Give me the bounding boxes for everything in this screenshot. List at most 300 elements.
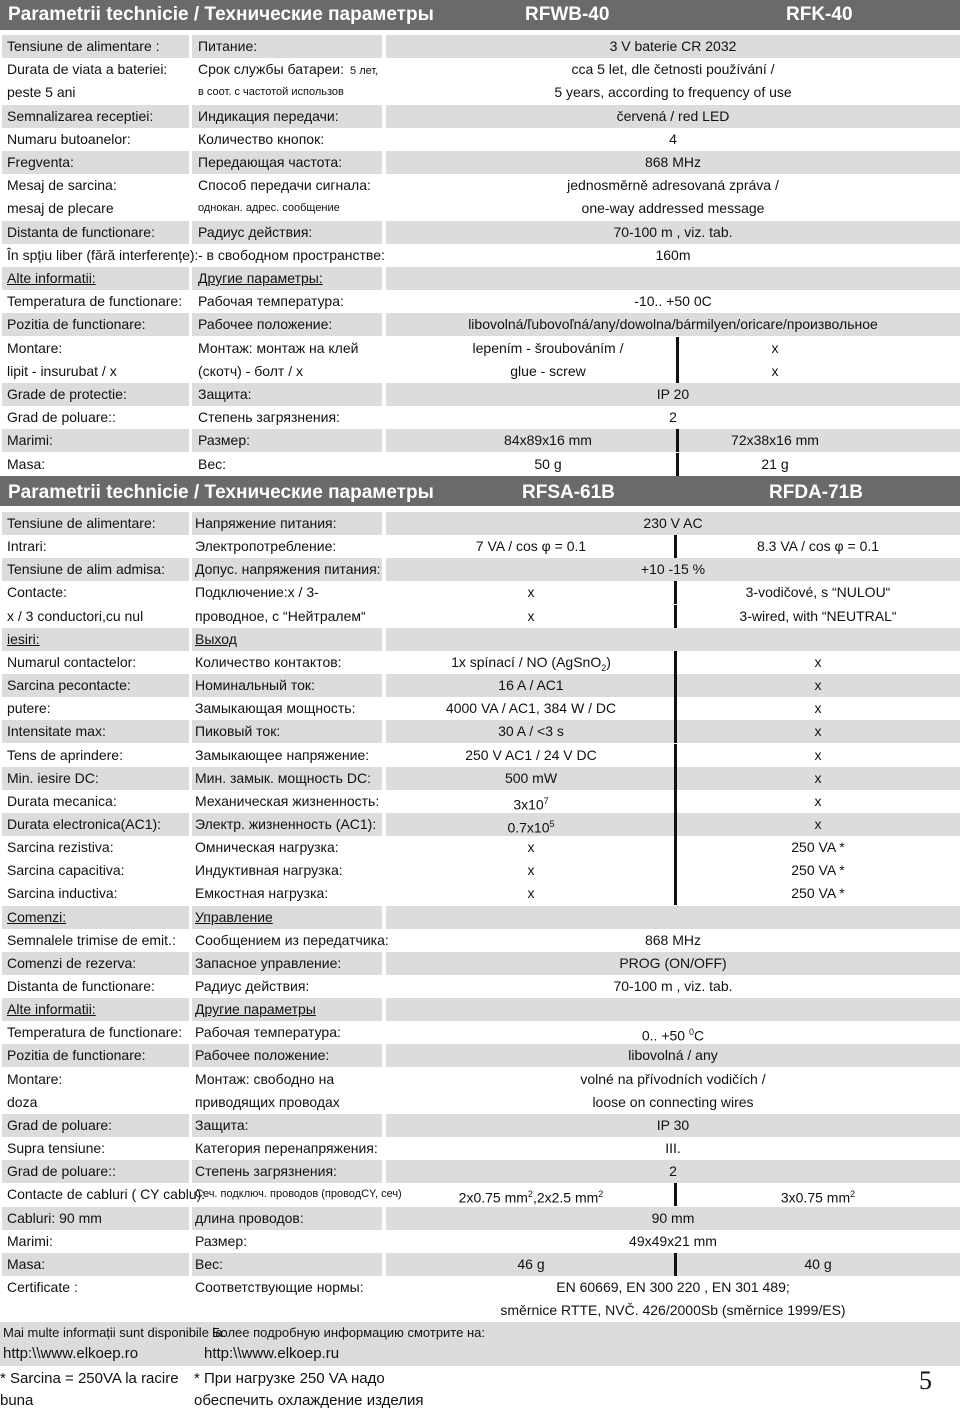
param-label-ro: Marimi: bbox=[7, 1232, 53, 1249]
param-label-ru: Подключение:x / 3- bbox=[195, 584, 319, 601]
param-label-ru: Рабочее положение: bbox=[192, 1044, 382, 1067]
param-label-ro: Montare: bbox=[7, 1070, 63, 1087]
spec-row bbox=[0, 58, 960, 81]
value-text: loose on connecting wires bbox=[592, 1093, 754, 1110]
column-divider bbox=[674, 651, 677, 674]
spec-row bbox=[0, 1230, 960, 1253]
value-model-a bbox=[386, 767, 676, 790]
param-label-ro: Masa: bbox=[7, 455, 46, 472]
spec-row bbox=[0, 221, 960, 244]
value-common: 4 bbox=[669, 130, 677, 147]
value-common: one-way addressed message bbox=[581, 200, 765, 217]
param-label-ro: Grade de protectie: bbox=[2, 383, 189, 406]
param-label-ro: Temperatura de functionare: bbox=[7, 1024, 183, 1041]
param-label-ru: Сообщением из передатчика: bbox=[195, 931, 389, 948]
spec-row bbox=[0, 813, 960, 836]
value-text: 40 g bbox=[804, 1255, 832, 1272]
value-common bbox=[386, 267, 960, 290]
param-label-ru bbox=[192, 1299, 382, 1322]
value-text: x bbox=[814, 723, 822, 740]
spec-row bbox=[0, 383, 960, 406]
spec-row bbox=[0, 512, 960, 535]
param-label-ro: Masa: bbox=[2, 1253, 189, 1276]
param-label-ro: iesiri: bbox=[2, 628, 189, 651]
param-label-ru: Номинальный ток: bbox=[192, 674, 382, 697]
value-model-a: 50 g bbox=[534, 455, 562, 472]
param-label-ro: Sarcina pecontacte: bbox=[2, 674, 189, 697]
param-label-ru bbox=[192, 290, 382, 313]
page-number: 5 bbox=[919, 1366, 932, 1395]
value-text: x bbox=[814, 815, 822, 832]
value-model-b bbox=[676, 674, 960, 697]
model-b-label: RFDA-71B bbox=[769, 482, 863, 503]
param-label-ru: Сеч. подключ. проводов (проводCY, сеч) bbox=[195, 1188, 402, 1201]
param-label-ru: Мин. замык. мощность DC: bbox=[192, 767, 382, 790]
value-model-b bbox=[676, 720, 960, 743]
value-common bbox=[386, 1091, 960, 1114]
spec-row bbox=[0, 674, 960, 697]
value-model-a bbox=[386, 581, 676, 604]
param-label-ru: Количество контактов: bbox=[195, 653, 342, 670]
spec-row bbox=[0, 929, 960, 952]
value-text: 90 mm bbox=[651, 1209, 695, 1226]
footer-url-ro[interactable]: http:\\www.elkoep.ro bbox=[3, 1345, 139, 1362]
column-divider bbox=[676, 337, 679, 360]
value-text: x bbox=[814, 746, 822, 763]
param-label-ru bbox=[192, 197, 382, 220]
column-divider bbox=[676, 453, 679, 476]
spec-row bbox=[0, 744, 960, 767]
param-label-ro: Numarul contactelor: bbox=[7, 653, 137, 670]
value-text: +10 -15 % bbox=[640, 561, 706, 578]
value-text: 46 g bbox=[517, 1255, 545, 1272]
value-model-a bbox=[386, 720, 676, 743]
value-text: 230 V AC bbox=[643, 515, 703, 531]
value-model-a bbox=[386, 674, 676, 697]
param-label-ru bbox=[192, 151, 382, 174]
value-model-b bbox=[676, 1183, 960, 1206]
value-text: 0.7x10 bbox=[507, 819, 550, 836]
param-label-ru: Допус. напряжения питания: bbox=[192, 558, 382, 581]
param-label-ru: Механическая жизненность: bbox=[195, 792, 380, 809]
param-label-ru: Емкостная нагрузка: bbox=[195, 885, 329, 902]
spec-row bbox=[0, 906, 960, 929]
value-model-b bbox=[676, 605, 960, 628]
spec-row bbox=[0, 998, 960, 1021]
value-model-a bbox=[386, 744, 676, 767]
spec-row bbox=[0, 651, 960, 674]
column-divider bbox=[674, 790, 677, 813]
param-label-ru-text: Радиус действия: bbox=[198, 223, 313, 240]
value-common bbox=[386, 512, 960, 535]
param-label-ru: Запасное управление: bbox=[192, 952, 382, 975]
value-text: III. bbox=[665, 1140, 681, 1157]
value-common bbox=[386, 952, 960, 975]
param-label-ru bbox=[192, 360, 382, 383]
spec-row bbox=[0, 197, 960, 220]
param-label-ru: проводное, с “Нейтралем“ bbox=[195, 607, 366, 624]
param-label-ro: Grad de poluare:: bbox=[7, 409, 116, 426]
param-label-ro: Contacte: bbox=[7, 584, 67, 601]
value-common: IP 20 bbox=[386, 383, 960, 406]
value-superscript: 2 bbox=[850, 1189, 856, 1200]
param-label-ru bbox=[192, 337, 382, 360]
value-text: 500 mW bbox=[504, 769, 558, 786]
param-label-ru bbox=[192, 174, 382, 197]
spec-row bbox=[0, 790, 960, 813]
column-divider bbox=[674, 581, 677, 604]
value-superscript: 5 bbox=[549, 818, 555, 829]
section-title: Parametrii technicie / Технические параметры bbox=[8, 482, 434, 503]
value-text: EN 60669, EN 300 220 , EN 301 489; bbox=[556, 1278, 790, 1295]
param-label-ro: Comenzi: bbox=[2, 906, 189, 929]
spec-row bbox=[0, 290, 960, 313]
value-text: x bbox=[527, 885, 535, 902]
value-text: 16 A / AC1 bbox=[498, 677, 564, 694]
value-common bbox=[386, 1068, 960, 1091]
spec-row bbox=[0, 697, 960, 720]
param-label-ro: Numaru butoanelor: bbox=[7, 130, 131, 147]
value-model-b bbox=[676, 1253, 960, 1276]
value-text: x bbox=[527, 584, 535, 601]
value-text: libovolná / any bbox=[628, 1047, 718, 1064]
value-model-b bbox=[676, 836, 960, 859]
spec-row bbox=[0, 453, 960, 476]
value-common: 3 V baterie CR 2032 bbox=[386, 35, 960, 58]
value-common bbox=[386, 998, 960, 1021]
value-text: 250 VA * bbox=[791, 839, 845, 856]
param-label-ru: Размер: bbox=[195, 1232, 248, 1249]
spec-row bbox=[0, 313, 960, 336]
param-label-ru bbox=[192, 453, 382, 476]
param-label-ru bbox=[192, 221, 382, 244]
footnote-ru-line2: обеспечить охлаждение изделия bbox=[194, 1392, 424, 1409]
param-label-ru: приводящих проводах bbox=[195, 1093, 340, 1110]
value-text: x bbox=[527, 839, 535, 856]
value-text: 8.3 VA / cos φ = 0.1 bbox=[756, 538, 880, 555]
value-model-a bbox=[386, 790, 676, 813]
param-label-ro: Tens de aprindere: bbox=[7, 746, 123, 763]
spec-row bbox=[0, 1299, 960, 1322]
param-label-ro: Montare: bbox=[7, 339, 63, 356]
column-divider bbox=[674, 1253, 677, 1276]
column-divider bbox=[674, 674, 677, 697]
param-label-ru bbox=[192, 244, 385, 267]
value-text: x bbox=[814, 700, 822, 717]
value-common bbox=[386, 1137, 960, 1160]
section-header bbox=[0, 0, 960, 30]
value-model-b bbox=[676, 767, 960, 790]
param-label-ru: Пиковый ток: bbox=[192, 720, 382, 743]
column-divider bbox=[676, 360, 679, 383]
column-divider bbox=[674, 720, 677, 743]
value-model-b bbox=[676, 744, 960, 767]
value-model-a bbox=[386, 882, 676, 905]
spec-row bbox=[0, 836, 960, 859]
param-label-ro: Durata electronica(AC1): bbox=[2, 813, 189, 836]
value-model-a bbox=[386, 651, 676, 674]
value-model-a bbox=[386, 1253, 676, 1276]
param-label-ru-text: Другие параметры: bbox=[198, 270, 323, 286]
param-label-ro: Grad de poluare:: bbox=[2, 1160, 189, 1183]
value-common bbox=[386, 1230, 960, 1253]
param-label-ro: Alte informatii: bbox=[2, 998, 189, 1021]
param-label-ro: Intensitate max: bbox=[2, 720, 189, 743]
param-label-ro: Sarcina capacitiva: bbox=[7, 862, 125, 879]
param-label-ru-text: Рабочее положение: bbox=[198, 316, 333, 333]
value-model-a bbox=[386, 859, 676, 882]
value-model-b: 72x38x16 mm bbox=[731, 432, 819, 449]
section-title: Parametrii technicie / Технические параметры bbox=[8, 4, 434, 25]
value-text: směrnice RTTE, NVČ. 426/2000Sb (směrnice 1999/ES) bbox=[500, 1302, 846, 1319]
value-model-a bbox=[386, 836, 676, 859]
value-text: x bbox=[814, 769, 822, 786]
column-divider bbox=[674, 813, 677, 836]
value-common bbox=[386, 628, 960, 651]
value-model-a bbox=[386, 813, 676, 836]
param-label-ru: Замыкающее напряжение: bbox=[195, 746, 370, 763]
spec-row bbox=[0, 337, 960, 360]
param-label-ru: Электропотребление: bbox=[195, 538, 337, 555]
spec-row bbox=[0, 174, 960, 197]
value-text: IP 30 bbox=[656, 1116, 690, 1133]
value-model-b bbox=[676, 813, 960, 836]
value-common bbox=[386, 1044, 960, 1067]
model-a-label: RFSA-61B bbox=[522, 482, 615, 503]
value-common: cca 5 let, dle četnosti používání / bbox=[571, 61, 775, 78]
spec-row bbox=[0, 767, 960, 790]
spec-row bbox=[0, 1044, 960, 1067]
param-label-ru bbox=[192, 35, 382, 58]
param-label-ro: Certificate : bbox=[7, 1278, 78, 1295]
param-label-ro: Min. iesire DC: bbox=[2, 767, 189, 790]
param-label-ro: Contacte de cabluri ( CY cablu): bbox=[7, 1186, 206, 1203]
model-a-label: RFWB-40 bbox=[525, 4, 610, 25]
param-label-ru-text: в соот. с частотой использов bbox=[198, 86, 344, 99]
column-divider bbox=[674, 882, 677, 905]
value-text: volné na přívodních vodičích / bbox=[580, 1070, 766, 1087]
spec-row bbox=[0, 882, 960, 905]
footnote-ru-line1: * При нагрузке 250 VA надо bbox=[194, 1370, 385, 1387]
param-label-ru bbox=[192, 313, 382, 336]
value-common: 70-100 m , viz. tab. bbox=[386, 221, 960, 244]
param-label-ru: Замыкающая мощность: bbox=[195, 700, 356, 717]
param-label-ru: Монтаж: свободно на bbox=[195, 1070, 335, 1087]
column-divider bbox=[674, 1183, 677, 1206]
param-label-ro: Supra tensiune: bbox=[7, 1140, 106, 1157]
spec-row bbox=[0, 128, 960, 151]
param-label-ru-text: Рабочая температура: bbox=[198, 293, 344, 310]
param-label-ro: Distanta de functionare: bbox=[7, 978, 155, 994]
param-label-ro: Mesaj de sarcina: bbox=[7, 177, 117, 194]
param-label-ru bbox=[192, 81, 382, 104]
param-label-ro: Pozitia de functionare: bbox=[2, 1044, 189, 1067]
param-label-ru: Другие параметры bbox=[192, 998, 382, 1021]
param-label-ro: peste 5 ani bbox=[7, 84, 76, 101]
param-label-ru bbox=[192, 429, 382, 452]
param-label-ru-text: Способ передачи сигнала: bbox=[198, 177, 371, 194]
value-common bbox=[386, 558, 960, 581]
spec-row bbox=[0, 1021, 960, 1044]
value-subscript: 2 bbox=[601, 662, 607, 673]
value-model-b bbox=[676, 859, 960, 882]
value-superscript: 0 bbox=[688, 1027, 694, 1038]
spec-row bbox=[0, 1207, 960, 1230]
value-model-b bbox=[676, 697, 960, 720]
param-label-ro: putere: bbox=[7, 700, 51, 717]
value-text: 3-wired, with “NEUTRAL“ bbox=[739, 607, 897, 624]
value-common bbox=[386, 975, 960, 998]
spec-row bbox=[0, 360, 960, 383]
param-label-ro: Temperatura de functionare: bbox=[7, 293, 183, 310]
spec-row bbox=[0, 1137, 960, 1160]
value-text: 1x spínací / NO (AgSnO bbox=[451, 653, 602, 670]
value-model-b bbox=[676, 581, 960, 604]
param-label-ru-extra: 5 лет, bbox=[350, 65, 379, 78]
value-text: x bbox=[527, 607, 535, 624]
param-label-ru-text: Индикация передачи: bbox=[198, 107, 339, 124]
spec-row bbox=[0, 1253, 960, 1276]
param-label-ru: Вес: bbox=[192, 1253, 382, 1276]
value-text: 3x10 bbox=[513, 796, 544, 813]
spec-row bbox=[0, 859, 960, 882]
spec-row bbox=[0, 1183, 960, 1206]
param-label-ro: Cabluri: 90 mm bbox=[2, 1207, 189, 1230]
value-common bbox=[386, 1276, 960, 1299]
value-text: 30 A / <3 s bbox=[498, 723, 564, 740]
param-label-ru: Управление bbox=[192, 906, 382, 929]
spec-row bbox=[0, 628, 960, 651]
footer-info-ru: Более подробную информацию смотрите на: bbox=[212, 1325, 485, 1340]
spec-row bbox=[0, 35, 960, 58]
param-label-ro: lipit - insurubat / x bbox=[7, 362, 117, 379]
param-label-ro: Comenzi de rezerva: bbox=[2, 952, 189, 975]
column-divider bbox=[674, 859, 677, 882]
value-common bbox=[386, 1299, 960, 1322]
param-label-ru-text: (скотч) - болт / x bbox=[198, 362, 303, 379]
section-header bbox=[0, 476, 960, 506]
value-text: x bbox=[814, 653, 822, 670]
footer-url-ru[interactable]: http:\\www.elkoep.ru bbox=[204, 1345, 340, 1362]
param-label-ru-text: Передающая частота: bbox=[198, 154, 343, 170]
column-divider bbox=[674, 836, 677, 859]
value-text: 250 VA * bbox=[791, 862, 845, 879]
param-label-ru: Индуктивная нагрузка: bbox=[195, 862, 343, 879]
param-label-ru-text: Размер: bbox=[198, 432, 251, 449]
param-label-ru-text: Количество кнопок: bbox=[198, 130, 325, 147]
value-text: 250 VA * bbox=[791, 885, 845, 902]
value-model-b bbox=[676, 882, 960, 905]
spec-row bbox=[0, 105, 960, 128]
param-label-ru: Выход bbox=[192, 628, 382, 651]
value-text: PROG (ON/OFF) bbox=[619, 954, 727, 971]
value-superscript: 7 bbox=[543, 795, 549, 806]
param-label-ru-text: однокан. адрес. сообщение bbox=[198, 202, 340, 215]
value-model-a bbox=[386, 1183, 676, 1206]
value-common: 2 bbox=[669, 409, 677, 426]
value-model-b: 21 g bbox=[761, 455, 789, 472]
value-superscript: 2 bbox=[598, 1189, 604, 1200]
value-text: 2 bbox=[669, 1163, 677, 1180]
param-label-ru-text: Монтаж: монтаж на клей bbox=[198, 339, 359, 356]
param-label-ru: Степень загрязнения: bbox=[192, 1160, 382, 1183]
spec-row bbox=[0, 581, 960, 604]
param-label-ro bbox=[2, 1299, 189, 1322]
value-model-b: x bbox=[771, 362, 779, 379]
value-model-b bbox=[676, 790, 960, 813]
param-label-ro: Marimi: bbox=[2, 429, 189, 452]
value-text: 3-vodičové, s “NULOU“ bbox=[745, 584, 891, 601]
value-text: 2x0.75 mm bbox=[458, 1190, 528, 1206]
param-label-ro: Pozitia de functionare: bbox=[2, 313, 189, 336]
value-common bbox=[386, 1207, 960, 1230]
param-label-ru-text: - в свободном пространстве: bbox=[198, 246, 385, 263]
column-divider bbox=[674, 605, 677, 628]
param-label-ru-text: Срок службы батареи: bbox=[198, 61, 345, 78]
param-label-ro: x / 3 conductori,cu nul bbox=[7, 607, 144, 624]
param-label-ru bbox=[192, 105, 382, 128]
spec-row bbox=[0, 1068, 960, 1091]
model-b-label: RFK-40 bbox=[786, 4, 853, 25]
value-text: 7 VA / cos φ = 0.1 bbox=[475, 538, 587, 555]
footnote-ro-line1: * Sarcina = 250VA la racire bbox=[0, 1370, 179, 1387]
value-text: 70-100 m , viz. tab. bbox=[613, 978, 733, 994]
param-label-ro: Sarcina rezistiva: bbox=[7, 839, 114, 856]
value-common: 5 years, according to frequency of use bbox=[554, 84, 792, 101]
param-label-ru: Соответствующие нормы: bbox=[195, 1278, 364, 1295]
value-model-a: glue - screw bbox=[510, 362, 586, 379]
param-label-ru-text: Вес: bbox=[198, 455, 227, 472]
value-text: 4000 VA / AC1, 384 W / DC bbox=[445, 700, 617, 717]
value-common: -10.. +50 0C bbox=[634, 293, 712, 310]
column-divider bbox=[674, 767, 677, 790]
spec-row bbox=[0, 952, 960, 975]
value-common: 160m bbox=[655, 246, 691, 263]
spec-row bbox=[0, 1091, 960, 1114]
value-model-b: x bbox=[771, 339, 779, 356]
param-label-ro: doza bbox=[7, 1093, 38, 1110]
column-divider bbox=[674, 535, 677, 558]
value-text: x bbox=[814, 677, 822, 694]
value-text: 3x0.75 mm bbox=[780, 1190, 851, 1206]
value-common bbox=[386, 1160, 960, 1183]
value-common bbox=[386, 929, 960, 952]
value-common bbox=[386, 1021, 960, 1044]
value-text: 0.. +50 bbox=[641, 1027, 689, 1044]
column-divider bbox=[674, 744, 677, 767]
spec-row bbox=[0, 429, 960, 452]
value-text: x bbox=[527, 862, 535, 879]
param-label-ru-text: Питание: bbox=[198, 38, 258, 54]
value-text: 250 V AC1 / 24 V DC bbox=[465, 746, 597, 763]
spec-row bbox=[0, 267, 960, 290]
param-label-ru: Защита: bbox=[192, 1114, 382, 1137]
footer-info-ro: Mai multe informații sunt disponibile la: bbox=[3, 1325, 227, 1340]
spec-row bbox=[0, 605, 960, 628]
value-model-a: lepením - šroubováním / bbox=[472, 339, 624, 356]
param-label-ro: mesaj de plecare bbox=[7, 200, 114, 217]
value-superscript: 2 bbox=[527, 1189, 533, 1200]
spec-row bbox=[0, 535, 960, 558]
value-text: x bbox=[814, 792, 822, 809]
value-common: libovolná/ľubovoľná/any/dowolna/bármilyen/oricare/произвольное bbox=[386, 313, 960, 336]
param-label-ro: Distanta de functionare: bbox=[2, 221, 189, 244]
value-model-a bbox=[386, 697, 676, 720]
param-label-ru bbox=[192, 58, 382, 81]
param-label-ro: Tensiune de alimentare : bbox=[2, 35, 189, 58]
value-text: 868 MHz bbox=[644, 931, 702, 948]
param-label-ru bbox=[192, 128, 382, 151]
